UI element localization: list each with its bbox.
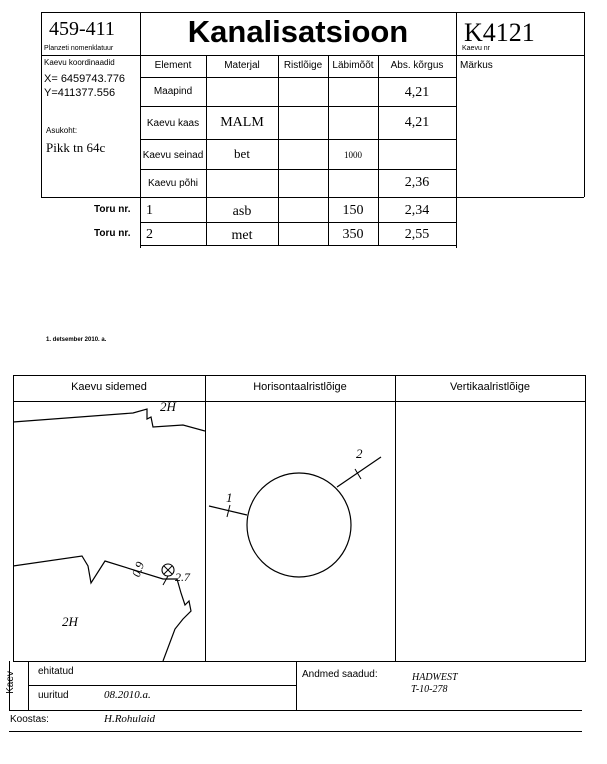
sketch-label-top: 2H [160, 399, 176, 414]
divider [9, 710, 582, 711]
well-number-label: Kaevu nr [462, 45, 491, 52]
pipe-diameter: 350 [342, 227, 364, 242]
connections-sketch [13, 401, 205, 661]
pipe-number: 2 [146, 227, 153, 242]
building-outline-top [13, 409, 205, 431]
data-source-label: Andmed saadud: [302, 669, 378, 680]
author-label: Koostas: [10, 714, 49, 725]
pipe-label: Toru nr. [94, 204, 131, 215]
divider [9, 731, 582, 732]
pipe-1-number: 1 [226, 490, 233, 505]
divider [28, 685, 296, 686]
pipe-abs: 2,55 [404, 227, 430, 242]
data-source-code: T-10-278 [411, 684, 448, 695]
divider [140, 222, 456, 223]
pipe-abs: 2,34 [404, 203, 430, 218]
footer-side-label: Kaev [4, 671, 16, 694]
row-abs: 2,36 [404, 175, 430, 190]
col-header-material: Materjal [224, 60, 260, 71]
divider [13, 375, 586, 376]
well-number: K4121 [464, 18, 535, 47]
row-element: Kaevu põhi [147, 178, 199, 189]
divider [13, 661, 586, 662]
well-circle [247, 473, 351, 577]
built-label: ehitatud [38, 666, 74, 677]
row-element: Kaevu kaas [146, 118, 200, 129]
row-element: Maapind [153, 86, 193, 97]
sketch-label-height: 2.7 [175, 570, 190, 584]
col-header-abs-height: Abs. kõrgus [390, 60, 444, 71]
divider [584, 12, 585, 197]
measure-line [163, 576, 168, 585]
panel-title-connections: Kaevu sidemed [71, 381, 147, 393]
row-abs: 4,21 [404, 85, 430, 100]
col-header-crosssection: Ristlõige [283, 60, 323, 71]
coord-x: X= 6459743.776 [44, 73, 126, 85]
nomenclature-label: Planzeti nomenklatuur [44, 45, 114, 52]
data-source-value: HADWEST [412, 672, 458, 683]
divider [140, 197, 584, 198]
divider [41, 12, 584, 13]
building-outline-bottom [13, 556, 191, 661]
row-abs: 4,21 [404, 115, 430, 130]
col-header-remarks: Märkus [460, 60, 493, 71]
location-value: Pikk tn 64c [46, 140, 106, 155]
divider [140, 77, 456, 78]
row-material: bet [234, 146, 250, 161]
panel-title-vertical: Vertikaalristlõige [449, 381, 531, 393]
pipe-material: met [231, 228, 253, 243]
divider [140, 169, 456, 170]
divider [41, 12, 42, 197]
horizontal-section-sketch [205, 401, 395, 661]
document-date: 1. detsember 2010. a. [46, 337, 107, 343]
divider [140, 139, 456, 140]
divider [395, 375, 396, 661]
sketch-label-bottom: 2H [62, 614, 78, 629]
surveyed-value: 08.2010.a. [104, 689, 151, 701]
col-header-diameter: Läbimõõt [332, 60, 374, 71]
row-diameter: 1000 [344, 150, 362, 160]
location-label: Asukoht: [46, 126, 78, 135]
row-element: Kaevu seinad [142, 150, 204, 161]
form-title: Kanalisatsioon [187, 14, 409, 49]
coord-y: Y=411377.556 [44, 87, 116, 99]
divider [140, 106, 456, 107]
divider [140, 245, 456, 246]
divider [278, 55, 279, 245]
panel-title-horizontal: Horisontaalristlõige [253, 381, 347, 393]
divider [585, 375, 586, 661]
divider [41, 55, 140, 56]
sketch-label-depth: 0.9 [128, 559, 148, 579]
pipe-2-number: 2 [356, 446, 363, 461]
nomenclature-value: 459-411 [49, 18, 115, 40]
coords-label: Kaevu koordinaadid [44, 58, 115, 67]
surveyed-label: uuritud [38, 690, 69, 701]
pipe-label: Toru nr. [94, 228, 131, 239]
pipe-diameter: 150 [342, 203, 364, 218]
pipe-number: 1 [146, 203, 153, 218]
pipe-material: asb [232, 204, 252, 219]
divider [41, 197, 140, 198]
row-material: MALM [220, 115, 264, 130]
divider [296, 661, 297, 710]
author-value: H.Rohulaid [104, 713, 156, 725]
col-header-element: Element [154, 60, 192, 71]
divider [456, 12, 457, 248]
